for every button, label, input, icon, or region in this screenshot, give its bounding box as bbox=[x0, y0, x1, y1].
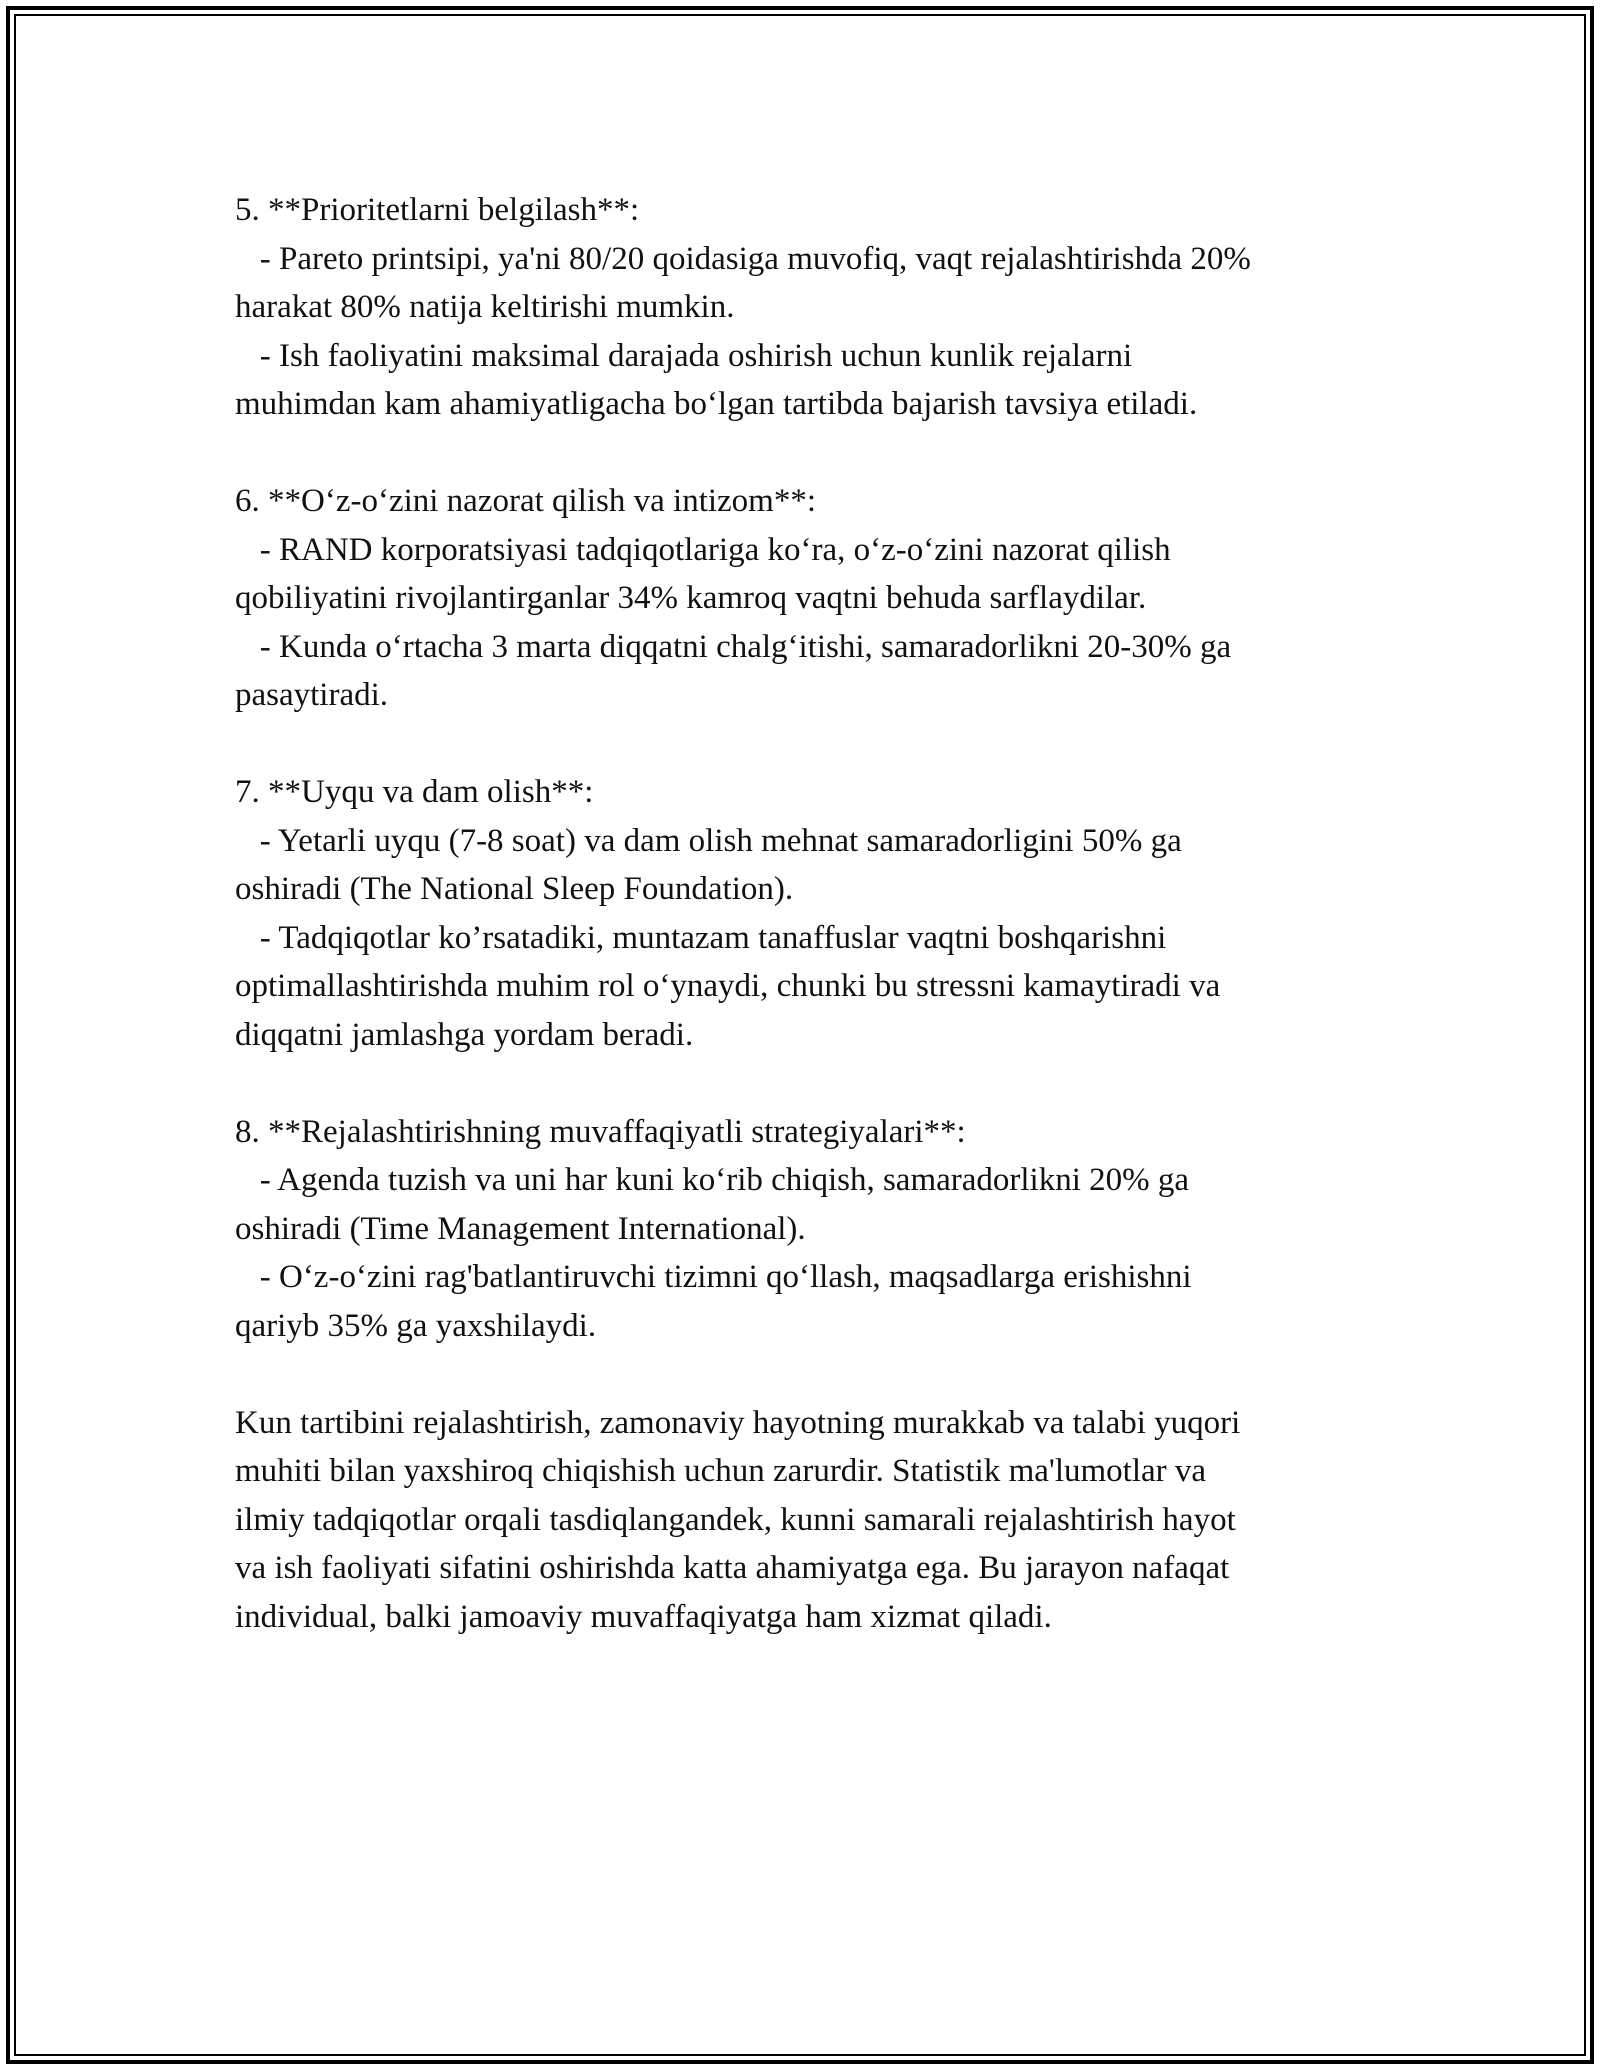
paragraph-spacer bbox=[235, 1350, 1375, 1399]
section-line: - Pareto printsipi, ya'ni 80/20 qoidasiga muvofiq, vaqt rejalashtirishda 20% bbox=[235, 240, 1251, 277]
paragraph-spacer bbox=[235, 720, 1375, 769]
section-heading: 5. **Prioritetlarni belgilash**: bbox=[235, 192, 640, 228]
section-line: - O‘z-o‘zini rag'batlantiruvchi tizimni qo‘llash, maqsadlarga erishishni bbox=[235, 1259, 1192, 1295]
section-line: - Ish faoliyatini maksimal darajada oshirish uchun kunlik rejalarni bbox=[235, 337, 1133, 374]
document-body bbox=[235, 186, 1375, 1641]
section-line: harakat 80% natija keltirishi mumkin. bbox=[235, 289, 735, 325]
section-line: diqqatni jamlashga yordam beradi. bbox=[235, 1016, 694, 1053]
section-heading: 7. **Uyqu va dam olish**: bbox=[235, 774, 594, 810]
conclusion-paragraph bbox=[235, 1399, 1375, 1642]
paragraph-spacer bbox=[235, 429, 1375, 478]
section-line: qariyb 35% ga yaxshilaydi. bbox=[235, 1307, 597, 1344]
section-line: oshiradi (Time Management International). bbox=[235, 1210, 806, 1247]
section-nazorat bbox=[235, 477, 1375, 720]
section-strategiyalar bbox=[235, 1108, 1375, 1351]
section-prioritetlar bbox=[235, 186, 1375, 429]
section-heading: 6. **O‘z-o‘zini nazorat qilish va intizom**: bbox=[235, 483, 817, 519]
section-line: - Tadqiqotlar ko’rsatadiki, muntazam tanaffuslar vaqtni boshqarishni bbox=[235, 919, 1167, 956]
conclusion-line: Kun tartibini rejalashtirish, zamonaviy hayotning murakkab va talabi yuqori bbox=[235, 1404, 1241, 1441]
section-heading: 8. **Rejalashtirishning muvaffaqiyatli strategiyalari**: bbox=[235, 1113, 966, 1150]
section-line: qobiliyatini rivojlantirganlar 34% kamroq vaqtni behuda sarflaydilar. bbox=[235, 580, 1147, 616]
conclusion-line: individual, balki jamoaviy muvaffaqiyatga ham xizmat qiladi. bbox=[235, 1598, 1052, 1635]
section-line: oshiradi (The National Sleep Foundation). bbox=[235, 871, 794, 907]
section-line: - Agenda tuzish va uni har kuni ko‘rib chiqish, samaradorlikni 20% ga bbox=[235, 1162, 1190, 1198]
section-line: - RAND korporatsiyasi tadqiqotlariga ko‘ra, o‘z-o‘zini nazorat qilish bbox=[235, 531, 1171, 568]
conclusion-line: ilmiy tadqiqotlar orqali tasdiqlangandek, kunni samarali rejalashtirish hayot bbox=[235, 1501, 1236, 1538]
section-line: optimallashtirishda muhim rol o‘ynaydi, chunki bu stressni kamaytiradi va bbox=[235, 968, 1221, 1004]
section-line: - Yetarli uyqu (7-8 soat) va dam olish mehnat samaradorligini 50% ga bbox=[235, 822, 1182, 859]
section-line: muhimdan kam ahamiyatligacha bo‘lgan tartibda bajarish tavsiya etiladi. bbox=[235, 386, 1198, 422]
conclusion-line: va ish faoliyati sifatini oshirishda katta ahamiyatga ega. Bu jarayon nafaqat bbox=[235, 1550, 1230, 1586]
section-uyqu bbox=[235, 768, 1375, 1059]
section-line: pasaytiradi. bbox=[235, 677, 389, 713]
paragraph-spacer bbox=[235, 1059, 1375, 1108]
section-line: - Kunda o‘rtacha 3 marta diqqatni chalg‘itishi, samaradorlikni 20-30% ga bbox=[235, 628, 1232, 665]
conclusion-line: muhiti bilan yaxshiroq chiqishish uchun zarurdir. Statistik ma'lumotlar va bbox=[235, 1453, 1207, 1489]
